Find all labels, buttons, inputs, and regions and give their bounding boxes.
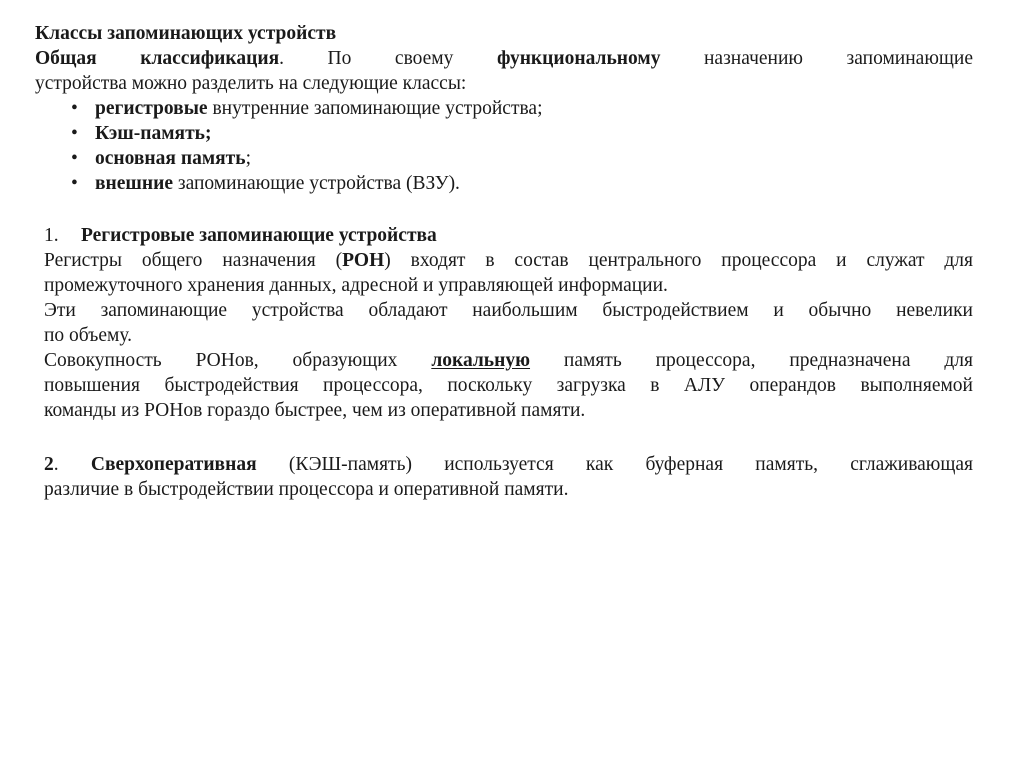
memory-classes-list (35, 96, 973, 196)
paragraph-line: Регистры общего назначения (РОН) входят в состав центрального процессора и служат для (44, 250, 973, 271)
list-item: • внешние запоминающие устройства (ВЗУ). (71, 173, 460, 194)
list-item: • основная память; (71, 148, 251, 169)
classification-block (35, 21, 973, 196)
classification-heading: Общая классификация (35, 48, 280, 69)
section-2-number: 2 (44, 454, 54, 475)
superoperative-word: Сверхоперативная (90, 454, 257, 475)
bullet-icon: • (71, 98, 78, 119)
paragraph-line: по объему. (44, 325, 132, 346)
list-item: • регистровые внутренние запоминающие устройства; (71, 98, 543, 119)
local-word: локальную (431, 350, 531, 371)
paragraph-line: Совокупность РОНов, образующих локальную память процессора, предназначена для (44, 350, 973, 371)
functional-word: функциональному (496, 48, 661, 69)
section-title: Классы запоминающих устройств (35, 23, 337, 44)
bullet-icon: • (71, 148, 78, 169)
paragraph-line: промежуточного хранения данных, адресной и управляющей информации. (44, 275, 668, 296)
section-1-heading: 1. Регистровые запоминающие устройства (44, 225, 437, 246)
bullet-icon: • (71, 123, 78, 144)
paragraph-line: команды из РОНов гораздо быстрее, чем из оперативной памяти. (44, 400, 586, 421)
paragraph-line: Эти запоминающие устройства обладают наибольшим быстродействием и обычно невелики (44, 300, 973, 321)
bullet-icon: • (71, 173, 78, 194)
list-item: • Кэш-память; (71, 123, 212, 144)
paragraph-line: различие в быстродействии процессора и оперативной памяти. (44, 479, 569, 500)
ron-abbr: РОН (342, 250, 385, 271)
classification-line-1: Общая классификация. По своему функциональному назначению запоминающие (35, 48, 973, 69)
cache-memory-section (44, 452, 973, 502)
classification-line-2: устройства можно разделить на следующие классы: (35, 73, 467, 94)
paragraph-line: 2. Сверхоперативная (КЭШ-память) используется как буферная память, сглаживающая (44, 454, 974, 475)
register-memory-section (44, 223, 973, 423)
paragraph-line: повышения быстродействия процессора, поскольку загрузка в АЛУ операндов выполняемой (44, 375, 973, 396)
